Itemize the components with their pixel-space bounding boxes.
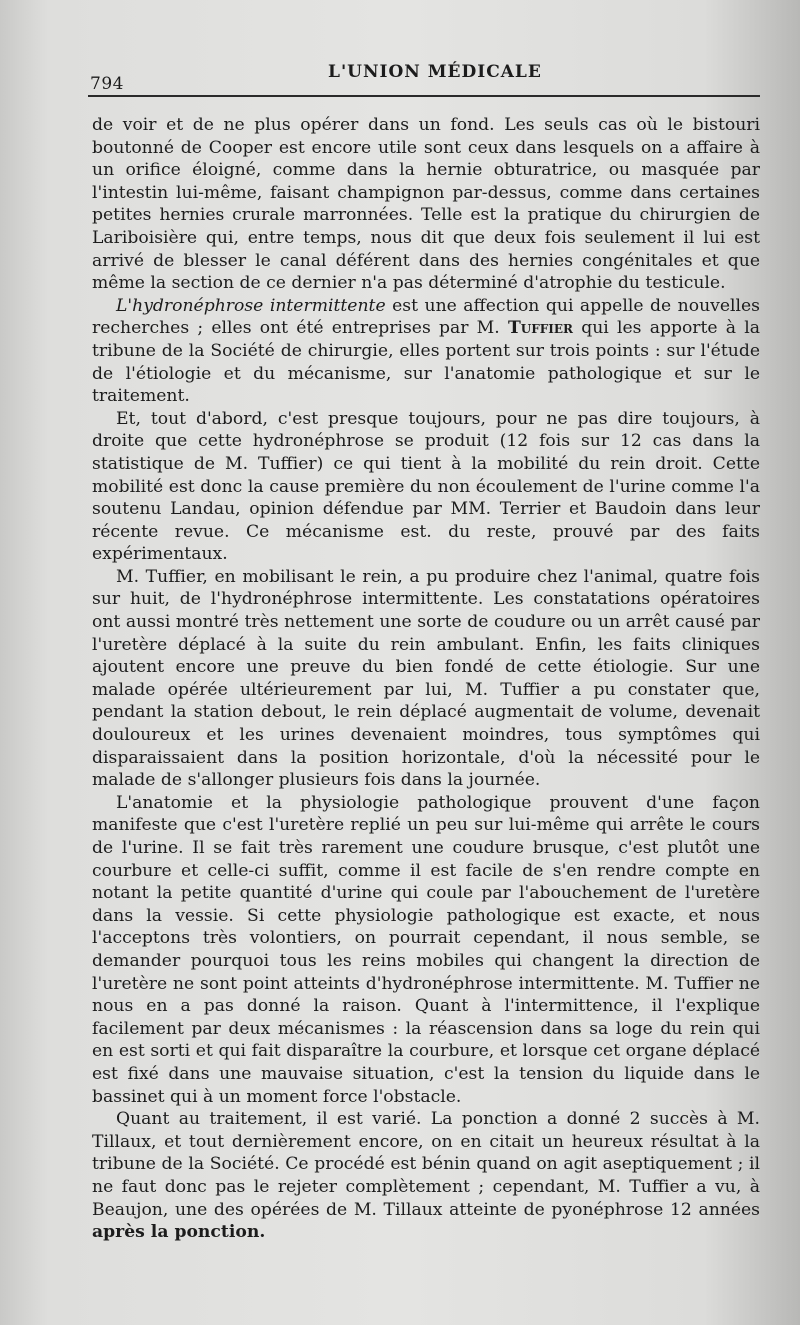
author-name: Tuffier [507,318,573,339]
paragraph-1: de voir et de ne plus opérer dans un fond. Les seuls cas où le bistouri boutonné de Cooper est encore utile sont ceux dans lesquels on a affaire à un orifice éloigné, comme dans la hernie obturatrice, ou masquée par l'intestin lui-même, faisant champignon par-dessus, comme dans certaines petites hernies crurale marronnées. Telle est la pratique du chirurgien de Lariboisière qui, entre temps, nous dit que deux fois seulement il lui est arrivé de blesser le canal déférent dans des hernies congénitales et que même la section de ce dernier n'a pas déterminé d'atrophie du testicule. [92,115,760,294]
journal-title: L'UNION MÉDICALE [328,62,542,82]
paragraph-2-part-a: est une affection qui appelle de nouvelles recherches ; elles ont été entreprises par M. [92,295,761,339]
paragraph-2 [92,295,760,408]
paragraph-6-part-b: après la ponction. [92,1222,266,1243]
running-header [88,60,760,94]
header-rule [88,95,760,97]
topic-italic: L'hydronéphrose intermittente [116,295,386,316]
paragraph-6-part-a: Quant au traitement, il est varié. La ponction a donné 2 succès à M. Tillaux, et tout dernièrement encore, on en citait un heureux résultat à la tribune de la Société. Ce procédé est bénin quand on agit aseptiquement ; il ne faut donc pas le rejeter complètement ; cependant, M. Tuffier a vu, à Beaujon, une des opérées de M. Tillaux atteinte de pyonéphrose 12 années [92,1109,760,1220]
paragraph-5: L'anatomie et la physiologie pathologique prouvent d'une façon manifeste que c'est l'uretère replié un peu sur lui-même qui arrête le cours de l'urine. Il se fait très rarement une coudure brusque, c'est plutôt une courbure et celle-ci suffit, comme il est facile de s'en rendre compte en notant la petite quantité d'urine qui coule par l'abouchement de l'uretère dans la vessie. Si cette physiologie pathologique est exacte, et nous l'acceptons très volontiers, on pourrait cependant, il nous semble, se demander pourquoi tous les reins mobiles qui changent la direction de l'uretère ne sont point atteints d'hydronéphrose intermittente. M. Tuffier ne nous en a pas donné la raison. Quant à l'intermittence, il l'explique facilement par deux mécanismes : la réascension dans sa loge du rein qui en est sorti et qui fait disparaître la courbure, et lorsque cet organe déplacé est fixé dans une mauvaise situation, c'est la tension du liquide dans le bassinet qui à un moment force l'obstacle. [92,792,760,1107]
paragraph-4: M. Tuffier, en mobilisant le rein, a pu produire chez l'animal, quatre fois sur huit, de l'hydronéphrose intermittente. Les constatations opératoires ont aussi montré très nettement une sorte de coudure ou un arrêt causé par l'uretère déplacé à la suite du rein ambulant. Enfin, les faits cliniques ajoutent encore une preuve du bien fondé de cette étiologie. Sur une malade opérée ultérieurement par lui, M. Tuffier a pu constater que, pendant la station debout, le rein déplacé augmentait de volume, devenait douloureux et les urines devenaient moindres, tous symptômes qui disparaissaient dans la position horizontale, d'où la nécessité pour le malade de s'allonger plusieurs fois dans la journée. [92,566,760,791]
paragraph-6 [92,1108,760,1244]
page-number: 794 [90,74,124,94]
article-body [92,114,760,1244]
paragraph-3: Et, tout d'abord, c'est presque toujours, pour ne pas dire toujours, à droite que cette hydronéphrose se produit (12 fois sur 12 cas dans la statistique de M. Tuffier) ce qui tient à la mobilité du rein droit. Cette mobilité est donc la cause première du non écoulement de l'urine comme l'a soutenu Landau, opinion défendue par MM. Terrier et Baudoin dans leur récente revue. Ce mécanisme est. du reste, prouvé par des faits expérimentaux. [92,408,760,565]
paragraph-2-part-b: qui les apporte à la tribune de la Société de chirurgie, elles portent sur trois points : sur l'étude de l'étiologie et du mécanisme, sur l'anatomie pathologique et sur le traitement. [92,318,760,407]
